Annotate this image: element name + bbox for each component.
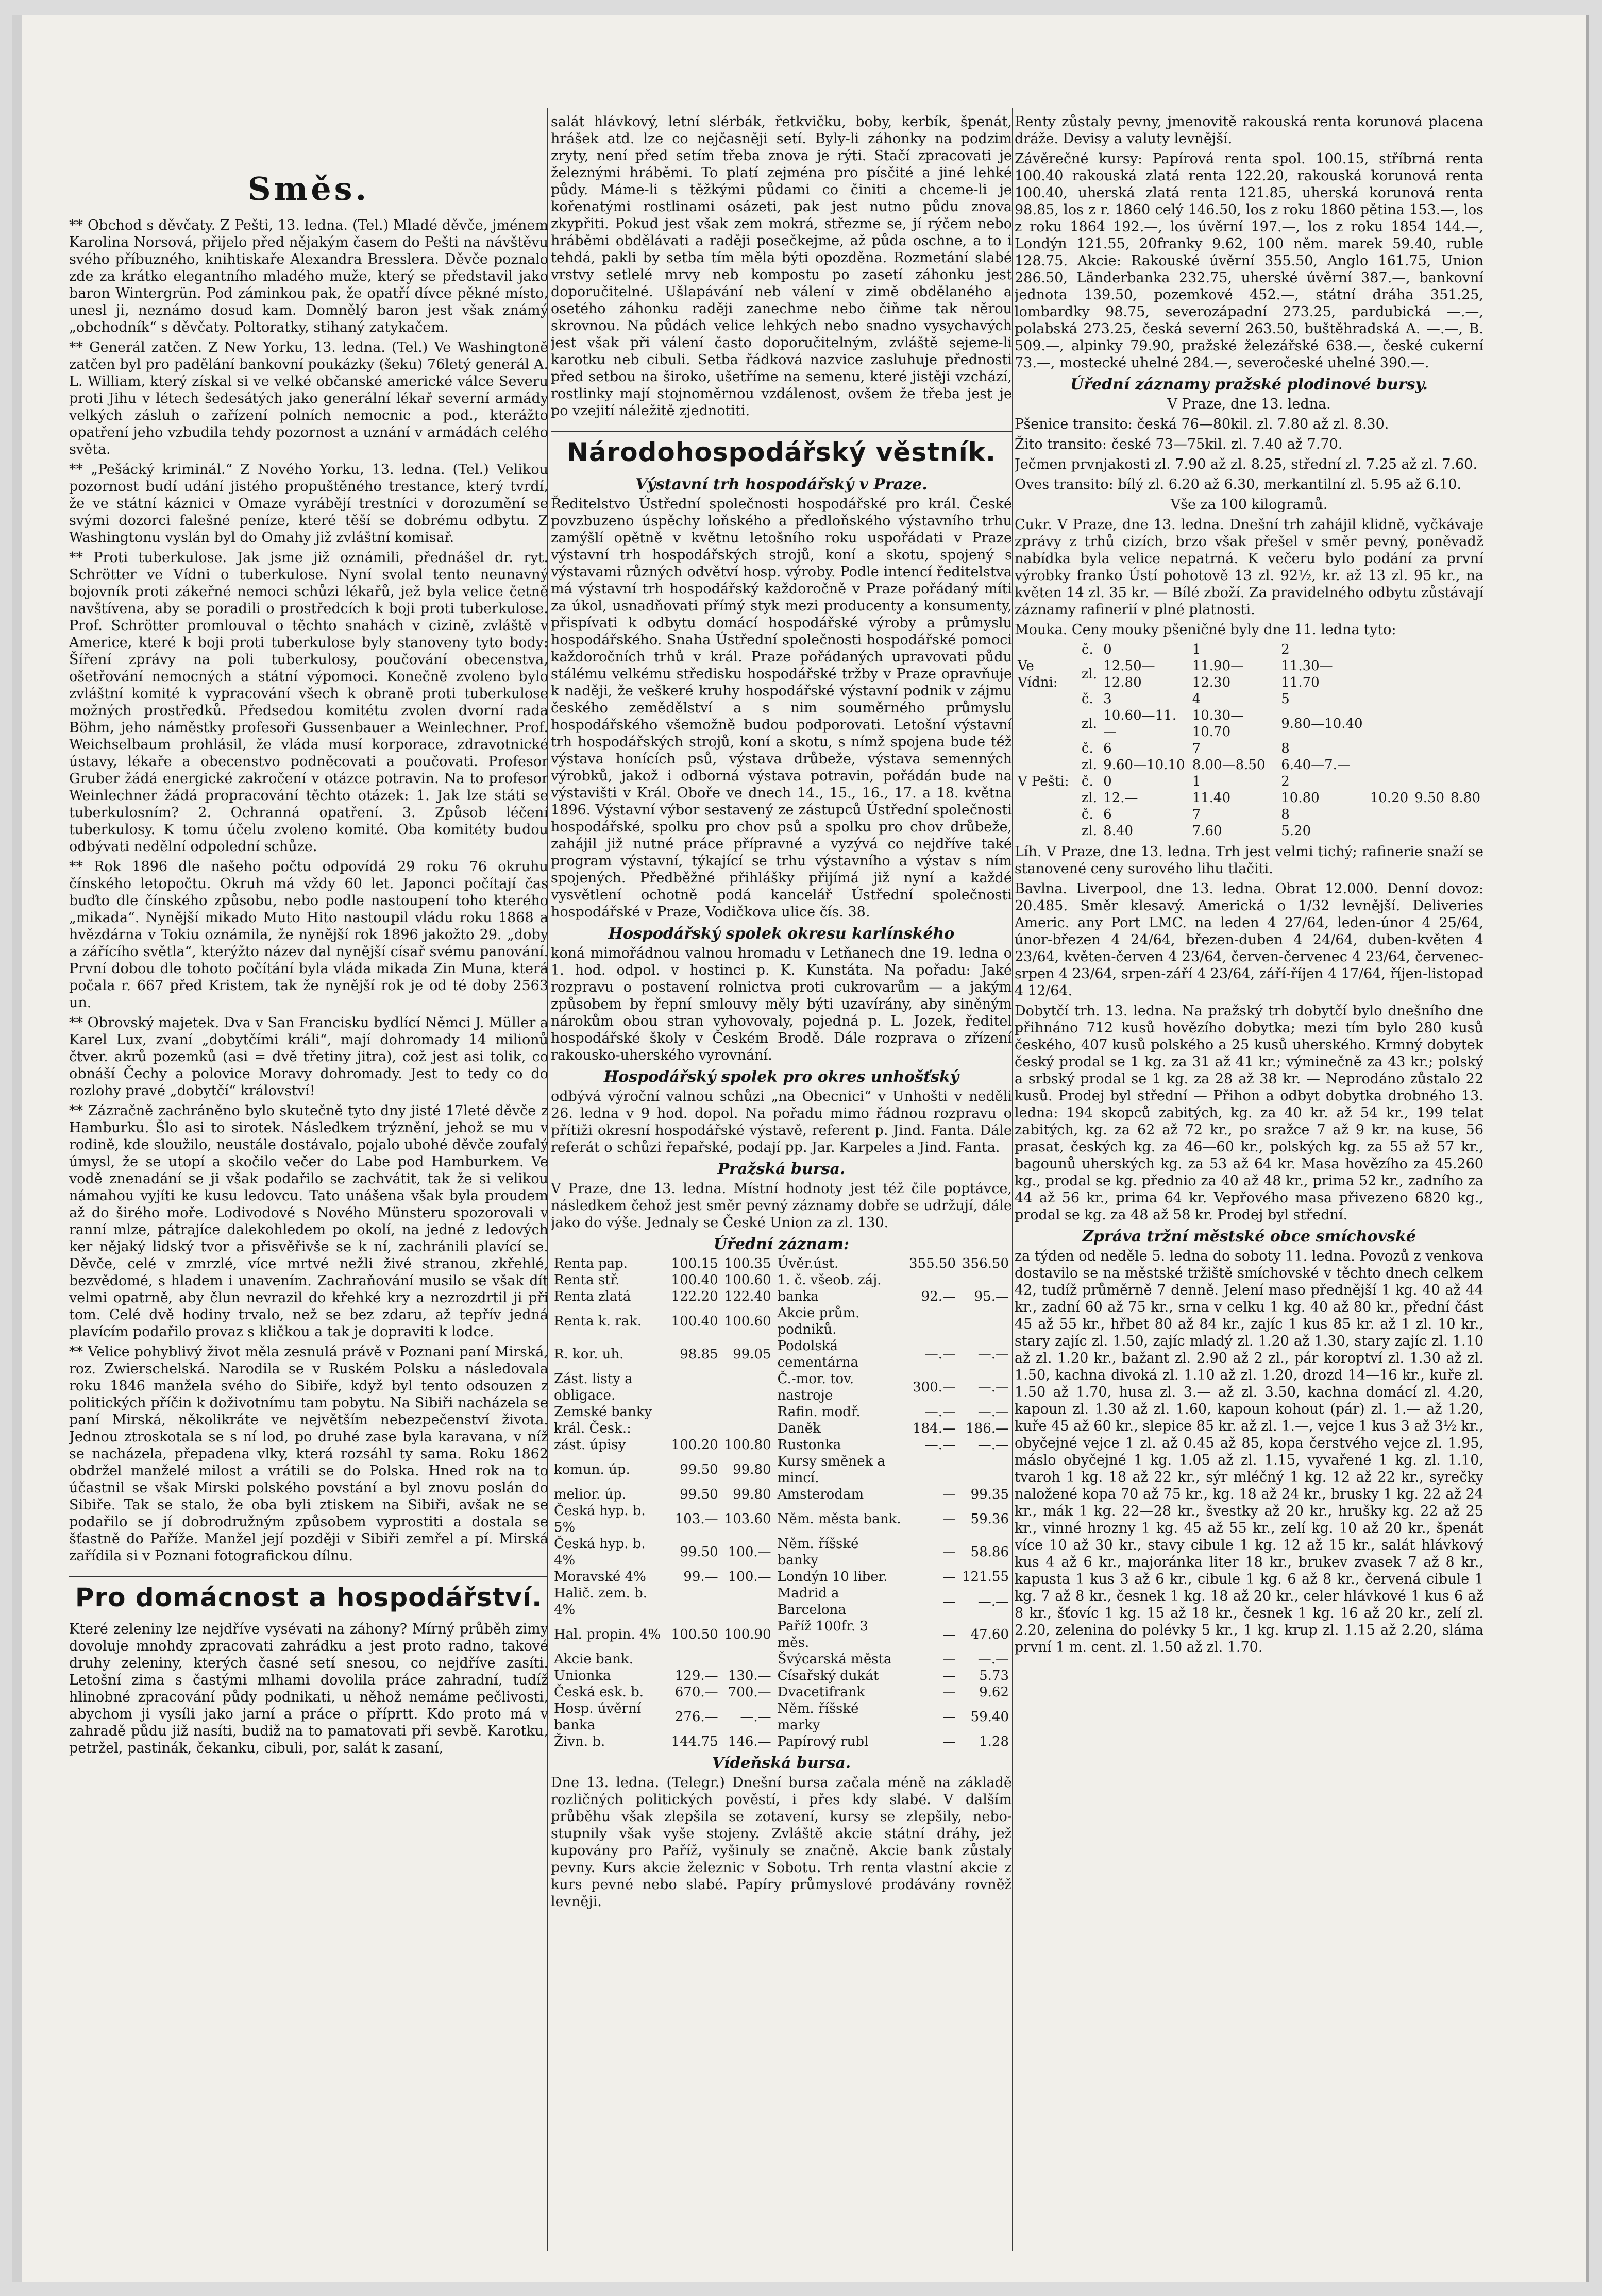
- table-cell: [668, 1404, 721, 1420]
- table-cell: 356.50: [962, 1256, 1009, 1271]
- table-cell: Zást. listy a obligace.: [554, 1371, 633, 1403]
- table-cell: 11.40: [1192, 790, 1231, 806]
- table-row: [551, 1569, 1012, 1585]
- table-cell: 9.60—10.10: [1103, 757, 1185, 773]
- table-cell: 12.—: [1103, 790, 1138, 806]
- article: V Praze, dne 13. ledna. Místní hodnoty jest též čile poptávce, následkem čehož jest směr pevný záznamy dobře se udržují, dále jako do výše. Jednaly se České Union za zl. 130.: [551, 1181, 1012, 1231]
- table-row: [551, 1585, 1012, 1618]
- table-cell: —.—: [977, 1404, 1009, 1420]
- table-cell: 144.75: [671, 1734, 718, 1749]
- row-label: [1015, 757, 1078, 773]
- article: salát hlávkový, letní slérbák, řetkvičku, boby, kerbík, špenát, hrášek atd. lze co nejčasněji setí. Byly-li záhonky na podzim zryty, není před setím třeba znova je rýti. Stačí zpracovati je železnými hráběmi. To platí zejména pro písčité a jiné lehké půdy. Máme-li s těžkými půdami co činiti a chceme-li je kořenatými rostlinami osázeti, pak jest nutno půdu znova zkypřiti. Pokud jest však zem mokrá, střezme se, jí rýčem nebo hráběmi obdělávati a raději posečkejme, až půda oschne, a to i tehdá, pakli by setba tím měla býti opozděna. Rozmetání slabé vrstvy setlelé mrvy neb kompostu po zasetí záhonku jest doporučitelné. Ušlapávání neb válení v zimě obdělaného a osetého záhonku raději zanechme nebo čiňme tak něrou skrovnou. Na půdách velice lehkých nebo snadno vysychavých jest však při válení často doporučitelným, zvláště sejeme-li karotku neb cibuli. Setba řádková nazvice zasluhuje přednosti před setbou na široko, ušetříme na semenu, které jistěji vzchází, rostlinky mají stojnoměrnou vzdálenost, ovšem že třeba jest je po vzejití náležitě zjednotiti.: [551, 114, 1012, 419]
- table-cell: —.—: [924, 1437, 956, 1453]
- subheading: Pražská bursa.: [717, 1160, 846, 1178]
- table-cell: 0: [1103, 642, 1112, 657]
- table-cell: 10.30—10.70: [1192, 708, 1244, 740]
- table-cell: král. Česk.:: [554, 1421, 631, 1436]
- price-line: Pšenice transito: česká 76—80kil. zl. 7.80 až zl. 8.30.: [1015, 416, 1389, 432]
- table-cell: 1: [1192, 642, 1201, 657]
- table-cell: R. kor. uh.: [554, 1347, 624, 1362]
- row-label: [1015, 641, 1078, 658]
- column-1: [69, 113, 548, 2246]
- table-cell: banka: [777, 1289, 819, 1304]
- table-cell: Unionka: [554, 1668, 611, 1683]
- table-cell: 2: [1281, 774, 1290, 789]
- table-cell: —: [942, 1627, 956, 1642]
- table-row: [1015, 641, 1483, 658]
- article: Cukr. V Praze, dne 13. ledna. Dnešní trh zahájil klidně, vyčkávaje zprávy z trhů cizích, brzo však přešel v směr pevný, poněvadž nabídka byla velice nepatrná. K večeru bylo podání za první výrobky franko Ústí pohotově 13 zl. 92½, kr. až 13 zl. 95 kr., na květen 14 zl. 35 kr. — Bílé zboží. Za pravidelného odbytu zůstávají záznamy rafinerií v plné platnosti.: [1015, 517, 1483, 618]
- table-cell: 670.—: [674, 1685, 718, 1700]
- table-cell: 1.28: [979, 1734, 1009, 1749]
- table-cell: Papírový rubl: [777, 1734, 869, 1749]
- table-cell: 99.80: [733, 1462, 771, 1477]
- table-cell: Rustonka: [777, 1437, 841, 1453]
- table-cell: 103.60: [724, 1511, 771, 1527]
- table-cell: Něm. říšské marky: [777, 1701, 859, 1733]
- table-cell: č.: [1081, 741, 1093, 756]
- table-row: [551, 1668, 1012, 1684]
- table-cell: Kursy směnek a mincí.: [777, 1454, 885, 1486]
- table-row: [551, 1503, 1012, 1536]
- table-cell: Rafin. modř.: [777, 1404, 861, 1420]
- table-cell: Č.-mor. tov. nastroje: [777, 1371, 854, 1403]
- table-row: [551, 1684, 1012, 1700]
- table-cell: —: [942, 1569, 956, 1585]
- table-cell: —.—: [924, 1404, 956, 1420]
- article: Dne 13. ledna. (Telegr.) Dnešní bursa začala méně na základě rozličných politických pověstí, i přes kdy slabé. V dalším průběhu však zlepšila se zotavení, kursy se zlepšily, nebo-stupnily však vyše stojeny. Zvláště akcie státní dráhy, jež kupovány pro Paříž, vyšinuly se značně. Akcie bank zůstaly pevny. Kurs akcie železnic v Sobotu. Trh renta vlastní akcie z kurs pevné nebo slabé. Papíry průmyslové prodávány rovněž levněji.: [551, 1775, 1012, 1910]
- table-cell: 8: [1281, 741, 1290, 756]
- table-cell: 9.62: [979, 1685, 1009, 1700]
- table-cell: 103.—: [674, 1511, 718, 1527]
- table-cell: Dvacetifrank: [777, 1685, 865, 1700]
- table-cell: 9.50: [1414, 790, 1445, 806]
- table-row: [1015, 790, 1483, 806]
- table-cell: Hal. propin. 4%: [554, 1627, 661, 1642]
- table-cell: 700.—: [728, 1685, 771, 1700]
- table-row: [1015, 757, 1483, 773]
- subheading: Výstavní trh hospodářský v Praze.: [635, 475, 928, 494]
- table-cell: 122.20: [671, 1289, 718, 1304]
- subheading: Úřední záznamy pražské plodinové bursy.: [1070, 376, 1428, 394]
- table-cell: 99.35: [970, 1487, 1009, 1502]
- table-label: Úřední záznam:: [713, 1235, 850, 1253]
- table-cell: 184.—: [913, 1421, 956, 1436]
- price-line: Oves transito: bílý zl. 6.20 až 6.30, merkantilní zl. 5.95 až 6.10.: [1015, 477, 1462, 492]
- table-cell: —: [942, 1594, 956, 1609]
- table-cell: 99.50: [680, 1544, 718, 1560]
- table-cell: 7.60: [1192, 823, 1222, 839]
- table-cell: —.—: [977, 1437, 1009, 1453]
- table-cell: Živn. b.: [554, 1734, 605, 1749]
- table-cell: 58.86: [970, 1544, 1009, 1560]
- table-row: [551, 1733, 1012, 1750]
- article: odbývá výroční valnou schůzi „na Obecnici“ v Unhošti v neděli 26. ledna v 9 hod. dopol. Na pořadu mimo řádnou rozpravu o přítiži okresní hospodářské výstavě, referent p. Jind. Fanta. Dále referát o schůzi řepařské, podají pp. Jar. Karpeles a Jind. Fanta.: [551, 1089, 1012, 1155]
- table-cell: 95.—: [974, 1289, 1009, 1304]
- table-cell: 7: [1192, 741, 1201, 756]
- table-cell: 3: [1103, 691, 1112, 707]
- table-row: [551, 1288, 1012, 1305]
- table-row: [551, 1272, 1012, 1288]
- table-cell: [668, 1420, 721, 1437]
- table-cell: Podolská cementárna: [777, 1338, 858, 1370]
- table-cell: 92.—: [921, 1289, 956, 1304]
- table-cell: 10.60—11.—: [1103, 708, 1176, 740]
- table-cell: —: [942, 1709, 956, 1725]
- table-cell: [959, 1305, 1012, 1338]
- table-cell: 100.50: [671, 1627, 718, 1642]
- table-cell: 1. č. všeob. záj.: [777, 1272, 882, 1288]
- table-cell: Akcie prům. podniků.: [777, 1305, 860, 1337]
- table-cell: 100.—: [728, 1544, 771, 1560]
- table-cell: [959, 1272, 1012, 1288]
- table-row: [551, 1338, 1012, 1371]
- table-cell: Londýn 10 liber.: [777, 1569, 888, 1585]
- article: Ředitelstvo Ústřední společnosti hospodářské pro král. České povzbuzeno úspěchy loňského a předloňského výstavního trhu zamýšlí opětně v květnu letošního roku uspořádati v Praze výstavní trh hospodářských strojů, koní a skotu, spojený s výstavami různých odvětví hosp. výroby. Podle intencí ředitelstva má výstavní trh hospodářský každoročně v Praze pořádaný míti za úkol, usnadňovati přímý styk mezi producenty a konsumenty, přispívati k odbytu domácí hospodářské výroby a průmyslu hospodářského. Snaha Ústřední společnosti hospodářské pomoci každoročních trhů v král. Praze pořádaných upravovati půdu stálému velkému středisku hospodářské tržby v Praze opravňuje k naději, že veškeré kruhy hospodářské výstavní podnik v zájmu českého zemědělství a s nim souměrného průmyslu hospodářského všemožně budou podporovati. Letošní výstavní trh hospodářských strojů, koní a skotu, s nímž spojena bude též výstava honících psů, výstava drůbeže, výstava semenných výrobků, jakož i odborná výstava potravin, pořádán bude na výstavišti v Král. Oboře ve dnech 14., 15., 16., 17. a 18. května 1896. Výstavní výbor sestavený ze zástupců Ústřední společnosti hospodářské, spolku pro chov psů a spolku pro chov drůbeže, zahájil již nutné práce přípravné a vyzývá co nejdříve také program výstavní, týkající se trhu výstavního a výstav s ním spojených. Předběžné přihlášky přijímá již nyní a každé vysvětlení ochotně podá kancelář Ústřední společnosti hospodářské v Praze, Vodičkova ulice čís. 38.: [551, 496, 1012, 920]
- table-row: [551, 1536, 1012, 1569]
- table-cell: Zemské banky: [554, 1404, 652, 1420]
- table-cell: zl.: [1081, 823, 1098, 839]
- row-label: V Pešti:: [1018, 774, 1069, 789]
- table-cell: —: [942, 1544, 956, 1560]
- table-row: [1015, 707, 1483, 740]
- table-cell: [906, 1453, 959, 1486]
- table-cell: 59.40: [970, 1709, 1009, 1725]
- table-cell: 130.—: [728, 1668, 771, 1683]
- table-cell: —: [942, 1734, 956, 1749]
- table-cell: 122.40: [724, 1289, 771, 1304]
- table-cell: Moravské 4%: [554, 1569, 646, 1585]
- article: Mouka. Ceny mouky pšeničné byly dne 11. ledna tyto:: [1015, 622, 1396, 638]
- table-cell: —: [942, 1511, 956, 1527]
- table-cell: č.: [1081, 774, 1093, 789]
- row-label: [1015, 806, 1078, 823]
- table-row: [551, 1437, 1012, 1453]
- table-cell: č.: [1081, 807, 1093, 822]
- subheading: Hospodářský spolek pro okres unhošťský: [603, 1068, 959, 1086]
- table-cell: 186.—: [966, 1421, 1009, 1436]
- table-cell: 5.73: [979, 1668, 1009, 1683]
- row-label: [1015, 691, 1078, 707]
- table-cell: —.—: [977, 1347, 1009, 1362]
- table-cell: 98.85: [680, 1347, 718, 1362]
- table-cell: 100.—: [728, 1569, 771, 1585]
- table-cell: Akcie bank.: [554, 1652, 633, 1667]
- table-cell: 5.20: [1281, 823, 1311, 839]
- table-cell: 6.40—7.—: [1281, 757, 1351, 773]
- table-cell: [721, 1404, 774, 1420]
- table-cell: —: [942, 1668, 956, 1683]
- table-cell: —: [942, 1487, 956, 1502]
- table-cell: Švýcarská města: [777, 1652, 892, 1667]
- table-cell: [721, 1371, 774, 1404]
- table-row: [551, 1700, 1012, 1733]
- table-cell: 6: [1103, 741, 1112, 756]
- table-cell: zl.: [1081, 757, 1098, 773]
- subheading: Zpráva tržní městské obce smíchovské: [1082, 1228, 1416, 1246]
- table-cell: melior. úp.: [554, 1487, 627, 1502]
- article: ** Obchod s děvčaty. Z Pešti, 13. ledna. (Tel.) Mladé děvče, jménem Karolina Norsová, přijelo před nějakým časem do Pešti na návštěvu svého příbuzného, knihtiskaře Alexandra Bresslera. Děvče poznalo zde za krátko elegantního mladého muže, který se představil jako baron Wintergrün. Pod záminkou pak, že opatří dívce pěkné místo, unesl ji, neznámo dosud kam. Domnělý baron jest však známý „obchodník“ s děvčaty. Poltoratky, stihaný zatykačem.: [69, 217, 548, 335]
- table-cell: 129.—: [674, 1668, 718, 1683]
- table-cell: 2: [1281, 642, 1290, 657]
- article: za týden od neděle 5. ledna do soboty 11. ledna. Povozů z venkova dostavilo se na městské tržiště smíchovské v těchto dnech celkem 42, tudíž průměrně 7 denně. Jelení maso přednější 1 kg. 40 až 44 kr., zadní 60 až 75 kr., srna v celku 1 kg. 40 až 80 kr., přední část 45 až 55 kr., hřbet 80 až 84 kr., zajíc 1 kus 85 kr. až 1 zl. 10 kr., stary zajíc zl. 1.50, zajíc mladý zl. 1.20 až 1.30, stary zajíc zl. 1.10 až zl. 1.20 kr., bažant zl. 2.90 až 2 zl., pár koroptví zl. 1.30 až zl. 1.50, kachna divoká zl. 1.10 až zl. 1.20, drozd 14—16 kr., kuře zl. 1.50 až 1.70, husa zl. 3.— až zl. 3.50, kachna domácí zl. 4.20, kapoun zl. 1.30 až zl. 1.60, kapoun kohout (pár) zl. 1.— až 1.20, kuře 45 až 60 kr., slepice 85 kr. až zl. 1.—, vejce 1 kus 3 až 3½ kr., obyčejné vejce 1 zl. až 0.45 až 85, kopa čerstvého vejce zl. 1.95, máslo obyčejné 1 kg. 1.05 až zl. 1.15, vyvařené 1 kg. zl. 1.10, tvaroh 1 kg. 18 až 22 kr., sýr mléčný 1 kg. 12 až 22 kr., syrečky naložené kopa 70 až 75 kr., kg. 18 až 24 kr., brusky 1 kg. 22 až 24 kr., mák 1 kg. 22—28 kr., švestky až 20 kr., hrušky kg. 22 až 25 kr., vinné hrozny 1 kg. 45 až 55 kr., zelí kg. 10 až 20 kr., špenát více 10 až 30 kr., stavy cibule 1 kg. 12 až 15 kr., salát hlávkový kus 4 až 6 kr., majoránka liter 18 kr., brukev zvasek 7 až 8 kr., kapusta 1 kus 3 až 6 kr., cibule 1 kg. 6 až 8 kr., červená cibule 1 kg. 7 až 8 kr., česnek 1 kg. 18 až 20 kr., celer hlávkové 1 kus 6 až 8 kr., šťovíc 1 kg. 15 až 18 kr., česnek 1 kg. 16 až 20 kr., zelí zl. 2.20, zelenina do polévky 5 kr., 1 kg. krup zl. 1.15 až 2.20, sláma první 1 m. cent. zl. 1.50 až zl. 1.70.: [1015, 1248, 1483, 1655]
- table-cell: 100.60: [724, 1272, 771, 1288]
- table-row: [551, 1305, 1012, 1338]
- table-cell: 8: [1281, 807, 1290, 822]
- article: koná mimořádnou valnou hromadu v Letňanech dne 19. ledna o 1. hod. odpol. v hostinci p. K. Kunstáta. Na pořadu: Jaké rozpravu o postavení rolnictva proti cukrovarům — a jakým způsobem by řepní smlouvy měly býti uzavírány, aby siněným nárokům obou stran vyhovovaly, pojedná p. L. Jozek, ředitel hospodářské školy v Českém Brodě. Dále rozprava o zřízení rakousko-uherského vyrovnání.: [551, 945, 1012, 1063]
- table-cell: 99.50: [680, 1487, 718, 1502]
- table-cell: —.—: [977, 1594, 1009, 1609]
- table-cell: 276.—: [674, 1709, 718, 1725]
- table-cell: 12.50—12.80: [1103, 658, 1155, 690]
- page-fold: [1586, 15, 1589, 2282]
- table-row: [1015, 823, 1483, 839]
- section-heading-domacnost: Pro domácnost a hospodářství.: [69, 1576, 548, 1612]
- table-cell: [668, 1651, 721, 1668]
- column-3: [1015, 113, 1483, 2246]
- table-cell: [906, 1305, 959, 1338]
- table-row: [551, 1371, 1012, 1404]
- table-cell: 146.—: [728, 1734, 771, 1749]
- article: Bavlna. Liverpool, dne 13. ledna. Obrat 12.000. Denní dovoz: 20.485. Směr klesavý. Americká o 1/32 levnější. Deliveries Americ. any Port LMC. na leden 4 27/64, leden-únor 4 25/64, únor-březen 4 24/64, březen-duben 4 24/64, duben-květen 4 23/64, květen-červen 4 23/64, červen-červenec 4 23/64, červenec-srpen 4 23/64, srpen-září 4 23/64, září-říjen 4 17/64, říjen-listopad 4 12/64.: [1015, 881, 1483, 999]
- table-cell: [959, 1453, 1012, 1486]
- table-cell: 8.80: [1451, 790, 1480, 806]
- table-row: [551, 1486, 1012, 1503]
- column-rule: [1012, 108, 1013, 2251]
- table-cell: 9.80—10.40: [1281, 716, 1363, 732]
- table-cell: 0: [1103, 774, 1112, 789]
- table-cell: 4: [1192, 691, 1201, 707]
- table-cell: [721, 1651, 774, 1668]
- article: ** Generál zatčen. Z New Yorku, 13. ledna. (Tel.) Ve Washingtoně zatčen byl pro padělání bankovní poukázky (šeku) 76letý generál A. L. William, který získal si ve velké občanské americké válce Severu proti Jihu v létech šedesátých jako generální lékař severní armády velkých zásluh o zařízení polních nemocnic a pod., kterážto opatření jeho vzbudila tehdy pozornost a uznání v armádách celého světa.: [69, 339, 548, 457]
- table-row: [551, 1255, 1012, 1272]
- table-cell: Halič. zem. b. 4%: [554, 1586, 648, 1618]
- article: ** Velice pohyblivý život měla zesnulá právě v Poznani paní Mirská, roz. Zwierschelská. Narodila se v Ruském Polsku a následovala roku 1846 manžela svého do Sibiře, když byl tento odsouzen z politických příčin k doživotnímu tam pobytu. Na Sibiři nacházela se paní Mirská, několikráte ve největším nebezpečenství života. Jednou ztroskotala se s ní lod, po druhé zase byla karavana, v níž se nacházela, přepadena vlky, která rozsáhl ty sama. Roku 1862 obdržel manželé milost a vrátili se do Polska. Hned rok na to účastnil se však Mirski polského povstání a byl znovu poslán do Sibiře. Tak se stalo, že oba byli ztiskem na Sibiři, avšak ne se podařilo se jí dobrodružným způsobem vyprostiti a dostala se šťastně do Paříže. Manžel její později v Sibiři zemřel a pí. Mirská zařídila si v Poznani fotografickou dílnu.: [69, 1344, 548, 1564]
- table-cell: Úvěr.úst.: [777, 1256, 839, 1271]
- row-label: Ve Vídni:: [1018, 658, 1058, 690]
- flour-table: [1015, 641, 1483, 839]
- table-cell: Madrid a Barcelona: [777, 1586, 846, 1618]
- article: ** Proti tuberkulose. Jak jsme již oznámili, přednášel dr. ryt. Schrötter ve Vídni o tuberkulose. Nyní svolal tento neunavný bojovník proti zákeřné nemoci schůzi lékařů, jež byla velice četně navštívena, aby se poradili o prostředcích k boji proti tuberkulose. Prof. Schrötter promlouval o těchto snahách v cizině, zvláště v Americe, které k boji proti tuberkulose byly stanoveny tyto body: Šíření zprávy na poli tuberkulosy, poučování obecenstva, ošetřování nemocných a státní výpomoci. Konečně zvoleno bylo zvláštní komité k vypracování všech k obraně proti tuberkulose možných prostředků. Předsedou komitétu zvolen dvorní rada Böhm, jeho náměstky profesoři Gussenbauer a Weinlechner. Prof. Weichselbaum prohlásil, že vláda musí korporace, zdravotnické ústavy, lékaře a obecenstvo podněcovati a poučovati. Profesor Gruber žádá energické zakročení v otázce potravin. Na to profesor Weinlechner žádá propracování těchto otázek: 1. Jak lze státi se tuberkulosním? 2. Ochranná opatření. 3. Způsob léčení tuberkulosy. K tomu účelu zvoleno komité. Oba komitéty budou odbývati nedělní odpolední schůze.: [69, 550, 548, 855]
- table-cell: č.: [1081, 642, 1093, 657]
- table-cell: [721, 1420, 774, 1437]
- table-cell: 100.60: [724, 1314, 771, 1329]
- table-cell: 6: [1103, 807, 1112, 822]
- table-row: [551, 1420, 1012, 1437]
- table-cell: 100.40: [671, 1272, 718, 1288]
- article: ** Obrovský majetek. Dva v San Francisku bydlící Němci J. Müller a Karel Lux, zvaní „dobytčími králi“, mají dohromady 14 milionů čtver. akrů pozemků (asi = dvě třetiny jitra), což jest asi tolik, co obnáší Čechy a polovice Moravy dohromady. Jest to tedy co do rozlohy pravé „dobytčí“ království!: [69, 1015, 548, 1099]
- article: Závěrečné kursy: Papírová renta spol. 100.15, stříbrná renta 100.40 rakouská zlatá renta 122.20, rakouská korunová renta 100.40, uherská zlatá renta 121.85, uherská korunová renta 98.85, los z r. 1860 celý 146.50, los z roku 1860 pětina 153.—, los z roku 1864 192.—, los úvěrní 197.—, los z roku 1854 144.—, Londýn 121.55, 20franky 9.62, 100 něm. marek 59.40, ruble 128.75. Akcie: Rakouské úvěrní 355.50, Anglo 161.75, Union 286.50, Länderbanka 232.75, uherské úvěrní 387.—, bankovní jednota 139.50, pozemkové 452.—, státní dráha 351.25, lombardky 98.75, severozápadní 273.25, pardubická —.—, polabská 273.25, česká severní 263.50, buštěhradská A. —.—, B. 509.—, alpinky 79.90, pražské železářské 638.—, české cukerní 73.—, mostecké uhelné 284.—, severočeské uhelné 390.—.: [1015, 151, 1483, 371]
- table-cell: 99.05: [733, 1347, 771, 1362]
- table-cell: 121.55: [962, 1569, 1009, 1585]
- table-cell: Renta k. rak.: [554, 1314, 642, 1329]
- table-cell: 1: [1192, 774, 1201, 789]
- table-cell: 10.20: [1370, 790, 1409, 806]
- table-cell: Něm. města bank.: [777, 1511, 901, 1527]
- table-row: [1015, 658, 1483, 691]
- table-cell: Renta zlatá: [554, 1289, 631, 1304]
- table-cell: 10.80: [1281, 790, 1320, 806]
- table-row: [1015, 806, 1483, 823]
- table-cell: zl.: [1081, 790, 1098, 806]
- table-cell: Česká hyp. b. 5%: [554, 1503, 646, 1535]
- table-cell: —.—: [977, 1380, 1009, 1395]
- table-cell: Amsterodam: [777, 1487, 864, 1502]
- table-cell: Daněk: [777, 1421, 821, 1436]
- table-cell: 355.50: [909, 1256, 956, 1271]
- row-label: [1015, 740, 1078, 757]
- page-edge: [12, 15, 22, 2282]
- table-cell: 100.20: [671, 1437, 718, 1453]
- table-cell: —: [942, 1685, 956, 1700]
- table-cell: Císařský dukát: [777, 1668, 879, 1683]
- table-cell: —.—: [740, 1709, 771, 1725]
- row-label: [1015, 823, 1078, 839]
- table-cell: 47.60: [970, 1627, 1009, 1642]
- table-cell: —.—: [977, 1652, 1009, 1667]
- table-cell: —.—: [924, 1347, 956, 1362]
- table-cell: 8.40: [1103, 823, 1134, 839]
- table-cell: 100.15: [671, 1256, 718, 1271]
- table-cell: Hosp. úvěrní banka: [554, 1701, 642, 1733]
- table-cell: 99.50: [680, 1462, 718, 1477]
- table-cell: [668, 1585, 721, 1618]
- table-row: [1015, 773, 1483, 790]
- price-note: Vše za 100 kilogramů.: [1170, 497, 1328, 513]
- price-line: Ječmen prvnjakosti zl. 7.90 až zl. 8.25, střední zl. 7.25 až zl. 7.60.: [1015, 456, 1478, 472]
- table-cell: 59.36: [970, 1511, 1009, 1527]
- dateline: V Praze, dne 13. ledna.: [1167, 396, 1331, 412]
- table-row: [551, 1404, 1012, 1420]
- table-row: [551, 1618, 1012, 1651]
- table-cell: 100.40: [671, 1314, 718, 1329]
- table-cell: 100.80: [724, 1437, 771, 1453]
- table-cell: [721, 1585, 774, 1618]
- article: Renty zůstaly pevny, jmenovitě rakouská renta korunová placena dráže. Devisy a valuty levnější.: [1015, 114, 1483, 147]
- table-row: [551, 1453, 1012, 1486]
- table-cell: 100.90: [724, 1627, 771, 1642]
- table-cell: Renta stř.: [554, 1272, 620, 1288]
- table-row: [1015, 740, 1483, 757]
- newspaper-page: [12, 15, 1589, 2282]
- subheading: Vídeňská bursa.: [712, 1754, 851, 1772]
- table-cell: 8.00—8.50: [1192, 757, 1266, 773]
- table-cell: Něm. říšské banky: [777, 1536, 859, 1568]
- table-cell: 5: [1281, 691, 1290, 707]
- table-cell: Paříž 100fr. 3 měs.: [777, 1619, 869, 1651]
- table-cell: 11.90—12.30: [1192, 658, 1244, 690]
- table-cell: Česká esk. b.: [554, 1685, 644, 1700]
- subheading: Hospodářský spolek okresu karlínského: [608, 925, 955, 943]
- table-cell: 7: [1192, 807, 1201, 822]
- row-label: [1015, 790, 1078, 806]
- article: ** Zázračně zachráněno bylo skutečně tyto dny jisté 17leté děvče z Hamburku. Šlo asi to sirotek. Následkem trýznění, jehož se mu v rodině, kde sloužilo, neustále dostávalo, pojalo ubohé děvče zoufalý úmysl, že se utopí a skočilo večer do Labe pod Hamburkem. Ve vodě znenadání se ji však podařilo se zachvátit, tak že si velikou námahou vyjíti ke kusu ledovcu. Tato unášena však byla proudem až do širého moře. Lodivodové s Nového Münsteru spozorovali v ranní mlze, pátrajíce dalekohledem po okolí, na jedné z ledových ker nějaký lidský tvor a přisvěřivše se k ní, zachránili plavící se. Děvče, celé v zmrzlé, více mrtvé nežli živé stranou, zkřehlé, bezvědomé, s hladem i unavením. Zachraňování musilo se však dít velmi opatrně, aby člun nevrazil do křehké kry a nezrozdrtil ji při tom. Celé dvě hodiny trvalo, než se bez zdaru, až tepřív jedná plavícím podařilo provaz s kličkou a tak je dopraviti k lodce.: [69, 1103, 548, 1340]
- table-cell: [668, 1371, 721, 1404]
- table-row: [1015, 691, 1483, 707]
- section-heading-vestnik: Národohospodářský věstník.: [551, 431, 1012, 467]
- exchange-table: [551, 1255, 1012, 1750]
- table-cell: Renta pap.: [554, 1256, 628, 1271]
- table-cell: zl.: [1081, 667, 1098, 682]
- article: Dobytčí trh. 13. ledna. Na pražský trh dobytčí bylo dnešního dne přihnáno 712 kusů hovězího dobytka; mezi tím bylo 280 kusů českého, 407 kusů polského a 25 kusů uherského. Krmný dobytek český prodal se 1 kg. za 31 až 41 kr.; výminečně za 43 kr.; polský a srbský prodal se 1 kg. za 28 až 38 kr. — Neprodáno zůstalo 22 kusů. Prodej byl střední — Přihon a odbyt dobytka drobného 13. ledna: 194 skopců zabitých, kg. za 40 kr. až 54 kr., 199 telat zabitých, kg. za 62 až 72 kr., po sražce 7 až 9 kr. na kuse, 56 prasat, českých kg. za 46—60 kr., polských kg. za 55 až 57 kr., bagounů uherských kg. za 53 až 64 kr. Masa hovězího za 45.260 kg., prodal se kg. přednio za 40 až 48 kr., prima 52 kr., zadního za 44 až 56 kr., prima 64 kr. Vepřového masa přivezeno 6820 kg., prodal se kg. za 48 až 58 kr. Prodej byl střední.: [1015, 1003, 1483, 1223]
- table-cell: Česká hyp. b. 4%: [554, 1536, 646, 1568]
- table-cell: zl.: [1081, 716, 1098, 732]
- article: Líh. V Praze, dne 13. ledna. Trh jest velmi tichý; rafinerie snaží se stanovené ceny surového lihu tlačiti.: [1015, 844, 1483, 877]
- article: ** Rok 1896 dle našeho počtu odpovídá 29 roku 76 okruhu čínského letopočtu. Okruh má vždy 60 let. Japonci počítají čas buďto dle čínského způsobu, nebo podle nastoupení toho kterého „mikada“. Nynější mikado Muto Hito nastoupil vládu roku 1868 a hvězdárna v Tokiu oznámila, že nynější rok 1896 jakožto 29. „doby a zářícího světla“, kterýžto název dal nynější císař svému panování. První dobou dle tohoto počítání byla vláda mikada Zin Muna, která počala r. 667 před Kristem, tak že nynější rok je od té doby 2563 un.: [69, 859, 548, 1011]
- table-cell: č.: [1081, 691, 1093, 707]
- table-cell: 99.—: [683, 1569, 718, 1585]
- table-cell: 300.—: [913, 1380, 956, 1395]
- price-line: Žito transito: české 73—75kil. zl. 7.40 až 7.70.: [1015, 436, 1343, 452]
- table-cell: komun. úp.: [554, 1462, 630, 1477]
- article: ** „Pešácký kriminál.“ Z Nového Yorku, 13. ledna. (Tel.) Velikou pozornost budí udání jistého propuštěného trestance, který tvrdí, že ve státní káznici v Omaze vyrábějí trestníci v dorozumění se svými dozorci falešné peníze, které těší se dobrému odbytu. Z Washingtonu vyslán byl do Omahy již zvláštní komisař.: [69, 462, 548, 546]
- table-cell: 11.30—11.70: [1281, 658, 1333, 690]
- table-cell: —: [942, 1652, 956, 1667]
- table-cell: 99.80: [733, 1487, 771, 1502]
- column-2: [551, 113, 1012, 2246]
- table-cell: zást. úpisy: [554, 1437, 626, 1453]
- section-heading-smes: Směs.: [247, 170, 370, 208]
- table-cell: 100.35: [724, 1256, 771, 1271]
- table-row: [551, 1651, 1012, 1668]
- table-cell: [906, 1272, 959, 1288]
- row-label: [1015, 707, 1078, 740]
- article: Které zeleniny lze nejdříve vysévati na záhony? Mírný průběh zimy dovoluje mnohdy zpracovati zahrádku a jest proto radno, takové druhy zeleniny, kterých časné setí snesou, co nejdříve zasíti. Letošní zima s častými mlhami dovolila práce zahradní, tudíž hlinobné zpracování půdy podnikati, u něhož nemáme pečlivosti, abychom ji vysíli jako jarní a práce o příprtt. Kdo proto má v zahradě půdu již nasíti, budiž na to pamatovati při sevbě. Karotku, petržel, pastinák, čekanku, cibuli, por, salát k zasaní,: [69, 1621, 548, 1756]
